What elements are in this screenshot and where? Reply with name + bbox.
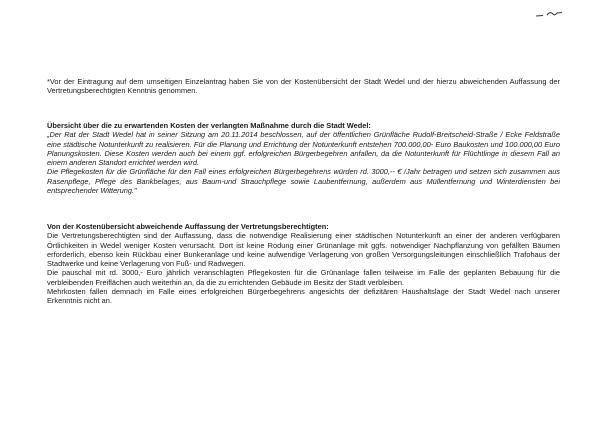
cost-overview-heading: Übersicht über die zu erwartenden Kosten der verlangten Maßnahme durch die Stadt Wedel: — [47, 121, 371, 130]
page-corner-mark-icon — [535, 10, 563, 18]
dissenting-opinion-paragraph-3: Mehrkosten fallen demnach im Falle eines erfolgreichen Bürgerbegehrens angesichts der defizitären Haushaltslage der Stadt Wedel nach unserer Erkenntnis nicht an. — [47, 287, 560, 306]
dissenting-opinion-paragraph-2: Die pauschal mit rd. 3000,- Euro jährlich veranschlagten Pflegekosten für die Grünanlage fallen teilweise im Falle der geplanten Bebauung für die verbleibenden Freiflächen auch weiterhin an, da die zu errichtenden Gebäude im Besitz der Stadt verbleiben. — [47, 268, 560, 287]
footnote-block — [47, 77, 560, 96]
cost-overview-quote-paragraph-1: „Der Rat der Stadt Wedel hat in seiner Sitzung am 20.11.2014 beschlossen, auf der öffentlichen Grünfläche Rudolf-Breitscheid-Straße / Ecke Feldstraße eine städtische Notunterkunft zu realisieren. Für die Planung und Errichtung der Notunterkunft entstehen 700.000,00- Euro Baukosten und 100.000,00 Euro Planungskosten. Diese Kosten werden auch bei einem ggf. erfolgreichen Bürgerbegehren anfallen, da die Notunterkunft für Flüchtlinge in diesem Fall an einem anderen Standort errichtet werden wird. — [47, 130, 560, 168]
dissenting-opinion-paragraph-1: Die Vertretungsberechtigten sind der Auffassung, dass die notwendige Realisierung einer städtischen Notunterkunft an einer der anderen verfügbaren Örtlichkeiten in Wedel weniger Kosten verursacht. Dort ist keine Rodung einer Grünanlage mit ggfs. notwendiger Nachpflanzung von gefällten Bäumen erforderlich, ebenso kein Rückbau einer Bunkeranlage und keine aufwendige Verlagerung von großen Versorgungsleitungen einschließlich Trafohaus der Stadtwerke und keine Verlagerung von Fuß- und Radwegen. — [47, 231, 560, 269]
dissenting-opinion-section — [47, 222, 560, 306]
cost-overview-quote-paragraph-2: Die Pflegekosten für die Grünfläche für den Fall eines erfolgreichen Bürgerbegehrens würden rd. 3000,-- € /Jahr betragen und setzen sich zusammen aus Rasenpflege, Pflege des Bankbelages, aus Baum-und Strauchpflege sowie Laubentfernung, außerdem aus Müllentfernung und Winterdiensten bei entsprechender Witterung." — [47, 167, 560, 196]
footnote-text: *Vor der Eintragung auf dem umseitigen Einzelantrag haben Sie von der Kostenübersicht der Stadt Wedel und der hierzu abweichenden Auffassung der Vertretungsberechtigten Kenntnis genommen. — [47, 77, 560, 96]
cost-overview-section — [47, 121, 560, 195]
dissenting-opinion-heading: Von der Kostenübersicht abweichende Auffassung der Vertretungsberechtigten: — [47, 222, 329, 231]
